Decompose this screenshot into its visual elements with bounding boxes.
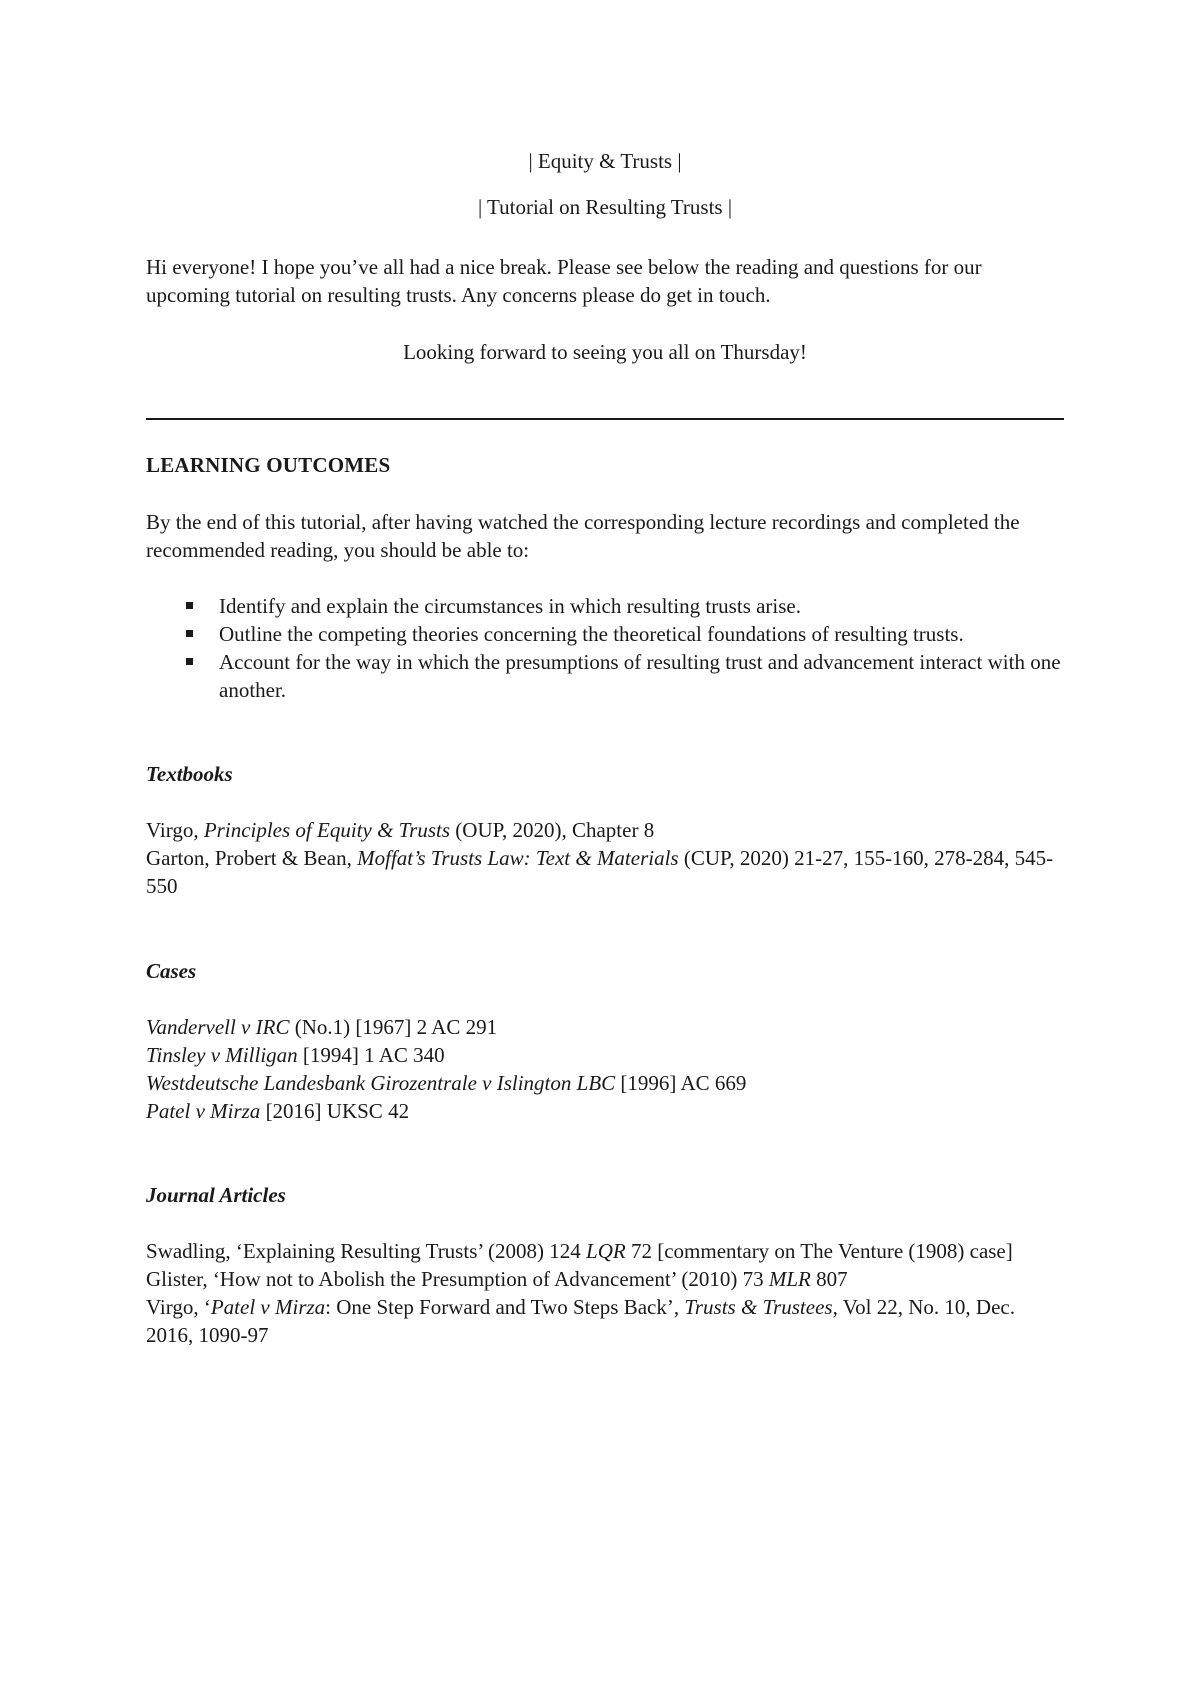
case-citation: [1994] 1 AC 340 [297, 1043, 445, 1067]
case-entry [146, 1041, 1064, 1069]
textbook-details: (CUP, 2020) 21-27, 155-160, 278-284, 545-550 [146, 846, 1054, 898]
document-subtitle: | Tutorial on Resulting Trusts | [477, 195, 733, 219]
journal-name: Trusts & Trustees [684, 1295, 833, 1319]
case-citation: (No.1) [1967] 2 AC 291 [289, 1015, 498, 1039]
list-item [146, 620, 1064, 648]
case-entry [146, 1069, 1064, 1097]
cases-list [146, 1013, 1064, 1125]
textbooks-heading: Textbooks [146, 762, 233, 786]
case-name: Westdeutsche Landesbank Girozentrale v Islington LBC [146, 1071, 616, 1095]
textbook-details: (OUP, 2020), Chapter 8 [450, 818, 655, 842]
journal-text: Glister, ‘How not to Abolish the Presumption of Advancement’ (2010) 73 [146, 1267, 769, 1291]
textbook-title: Moffat’s Trusts Law: Text & Materials [357, 846, 679, 870]
list-item-text: Account for the way in which the presumptions of resulting trust and advancement interact with one another. [219, 650, 1061, 702]
textbook-title: Principles of Equity & Trusts [203, 818, 451, 842]
learning-outcomes-heading: LEARNING OUTCOMES [146, 453, 391, 477]
case-name: Tinsley v Milligan [146, 1043, 298, 1067]
intro-text: Hi everyone! I hope you’ve all had a nice break. Please see below the reading and questions for our upcoming tutorial on resulting trusts. Any concerns please do get in touch. [146, 255, 982, 307]
document-title: | Equity & Trusts | [528, 149, 682, 173]
textbooks-list [146, 816, 1064, 900]
learning-outcomes-lead: By the end of this tutorial, after having watched the corresponding lecture recordings and completed the recommended reading, you should be able to: [146, 510, 1020, 562]
case-citation: [1996] AC 669 [615, 1071, 747, 1095]
textbook-author: Garton, Probert & Bean, [146, 846, 358, 870]
list-item [146, 648, 1064, 704]
case-citation: [2016] UKSC 42 [260, 1099, 410, 1123]
case-entry [146, 1013, 1064, 1041]
intro-paragraph [146, 253, 1064, 309]
textbook-entry [146, 844, 1064, 900]
closing-line: Looking forward to seeing you all on Thursday! [403, 340, 807, 364]
journal-text: Swadling, ‘Explaining Resulting Trusts’ (2008) 124 [146, 1239, 587, 1263]
cases-heading: Cases [146, 959, 197, 983]
textbook-author: Virgo, [146, 818, 204, 842]
journal-name: LQR [586, 1239, 626, 1263]
journal-entry [146, 1237, 1064, 1265]
journal-name: MLR [768, 1267, 811, 1291]
case-name: Patel v Mirza [146, 1099, 261, 1123]
square-bullet-icon [186, 630, 193, 637]
journal-text: : One Step Forward and Two Steps Back’, [325, 1295, 685, 1319]
journal-articles-list [146, 1237, 1064, 1349]
textbook-entry [146, 816, 1064, 844]
learning-outcomes-list [146, 592, 1064, 704]
horizontal-divider [146, 418, 1064, 420]
square-bullet-icon [186, 602, 193, 609]
journal-case-name: Patel v Mirza [210, 1295, 326, 1319]
square-bullet-icon [186, 658, 193, 665]
journal-entry [146, 1265, 1064, 1293]
journal-articles-heading: Journal Articles [146, 1183, 286, 1207]
case-name: Vandervell v IRC [146, 1015, 290, 1039]
case-entry [146, 1097, 1064, 1125]
list-item [146, 592, 1064, 620]
journal-text: , Vol 22, No. 10, Dec. 2016, 1090-97 [146, 1295, 1015, 1347]
journal-text: Virgo, ‘ [146, 1295, 211, 1319]
journal-entry [146, 1293, 1064, 1349]
list-item-text: Outline the competing theories concerning the theoretical foundations of resulting trusts. [219, 622, 964, 646]
list-item-text: Identify and explain the circumstances in which resulting trusts arise. [219, 594, 802, 618]
journal-text: 807 [810, 1267, 848, 1291]
journal-text: 72 [commentary on The Venture (1908) case] [625, 1239, 1013, 1263]
